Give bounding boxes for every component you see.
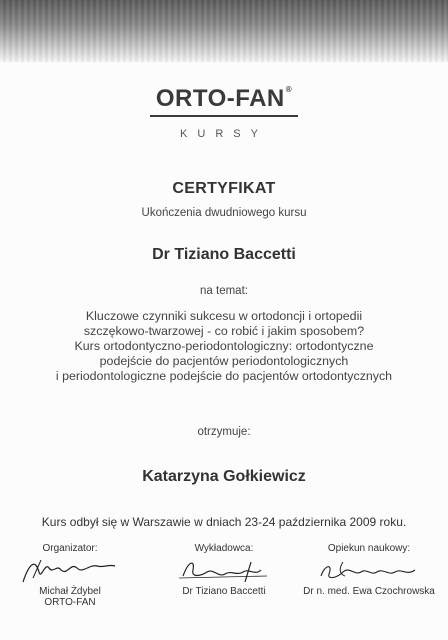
topic-line: i periodontologiczne podejście do pacjentów ortodontycznych: [55, 369, 393, 383]
logo: [0, 85, 448, 117]
topic-line: Kluczowe czynniki sukcesu w ortodoncji i ortopedii: [85, 309, 363, 323]
signature-lecturer: [154, 543, 294, 597]
signature-organizer: [0, 543, 140, 608]
course-topic: [0, 309, 448, 384]
signature-role: Organizator:: [42, 543, 98, 554]
lecturer-name: Dr Tiziano Baccetti: [152, 246, 296, 263]
topic-label: na temat:: [200, 285, 248, 297]
signature-name: Dr n. med. Ewa Czochrowska: [303, 586, 435, 597]
signature-org: ORTO-FAN: [44, 597, 96, 608]
course-info: Kurs odbył się w Warszawie w dniach 23-24 października 2009 roku.: [41, 515, 407, 529]
signature-name: Dr Tiziano Baccetti: [182, 586, 266, 597]
signature-supervisor: [290, 543, 448, 597]
topic-line: podejście do pacjentów periodontologicznych: [99, 354, 349, 368]
registered-mark: ®: [285, 85, 293, 94]
signature-scribble-icon: [154, 554, 294, 586]
received-label: otrzymuje:: [197, 426, 251, 438]
topic-line: szczękowo-twarzowej - co robić i jakim sposobem?: [83, 324, 365, 338]
logo-wordmark: [150, 85, 298, 117]
certificate-title: CERTYFIKAT: [172, 180, 276, 197]
signature-scribble-icon: [290, 554, 448, 586]
topic-line: Kurs ortodontyczno-periodontologiczny: ortodontyczne: [74, 339, 374, 353]
signature-scribble-icon: [0, 554, 140, 586]
recipient-name: Katarzyna Gołkiewicz: [142, 468, 306, 485]
logo-text: ORTO-FAN: [155, 85, 285, 112]
certificate-subtitle: Ukończenia dwudniowego kursu: [141, 207, 307, 219]
logo-tagline: KURSY: [180, 128, 268, 140]
signature-role: Wykładowca:: [194, 543, 254, 554]
signature-name: Michał Żdybel: [39, 586, 101, 597]
top-band-texture: [0, 0, 448, 62]
signature-role: Opiekun naukowy:: [327, 543, 411, 554]
